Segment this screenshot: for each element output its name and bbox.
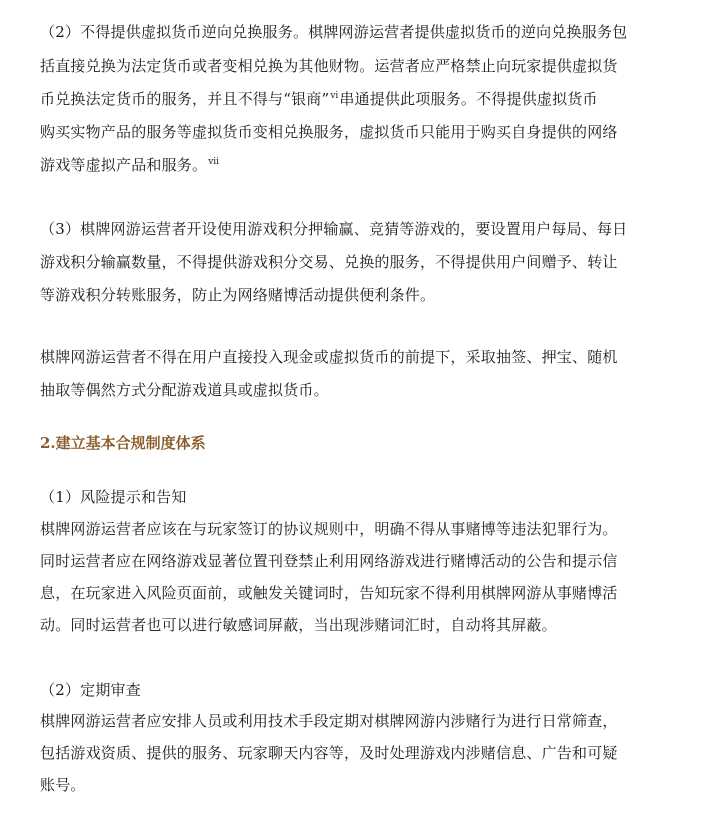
para1-line-3a: 币兑换法定货币的服务，并且不得与“银商” xyxy=(40,90,330,108)
para3-line-1: 棋牌网游运营者不得在用户直接投入现金或虚拟货币的前提下，采取抽签、押宝、随机 xyxy=(40,348,618,366)
para1-line-3 xyxy=(40,89,598,109)
para1-line-3b: 串通提供此项服务。不得提供虚拟货币 xyxy=(339,90,598,108)
para1-line-4: 购买实物产品的服务等虚拟货币变相兑换服务，虚拟货币只能用于购买自身提供的网络 xyxy=(40,123,618,141)
sub1-title: （1）风险提示和告知 xyxy=(40,488,187,506)
para1-line-5 xyxy=(40,155,220,175)
para1-line-2: 括直接兑换为法定货币或者变相兑换为其他财物。运营者应严格禁止向玩家提供虚拟货 xyxy=(40,57,618,75)
sub2-line-2: 包括游戏资质、提供的服务、玩家聊天内容等，及时处理游戏内涉赌信息、广告和可疑 xyxy=(40,744,618,762)
footnote-ref-vii[interactable]: vii xyxy=(208,157,220,167)
sub1-line-4: 动。同时运营者也可以进行敏感词屏蔽，当出现涉赌词汇时，自动将其屏蔽。 xyxy=(40,616,557,634)
sub1-line-2: 同时运营者应在网络游戏显著位置刊登禁止利用网络游戏进行赌博活动的公告和提示信 xyxy=(40,552,618,570)
sub1-line-3: 息，在玩家进入风险页面前，或触发关键词时，告知玩家不得利用棋牌网游从事赌博活 xyxy=(40,584,618,602)
section-heading: 2.建立基本合规制度体系 xyxy=(40,434,206,452)
para2-line-1: （3）棋牌网游运营者开设使用游戏积分押输赢、竞猜等游戏的，要设置用户每局、每日 xyxy=(40,220,628,238)
para2-line-3: 等游戏积分转账服务，防止为网络赌博活动提供便利条件。 xyxy=(40,286,436,304)
sub2-line-3: 账号。 xyxy=(40,776,86,794)
para1-line-1: （2）不得提供虚拟货币逆向兑换服务。棋牌网游运营者提供虚拟货币的逆向兑换服务包 xyxy=(40,23,628,41)
para3-line-2: 抽取等偶然方式分配游戏道具或虚拟货币。 xyxy=(40,381,329,399)
para2-line-2: 游戏积分输赢数量，不得提供游戏积分交易、兑换的服务，不得提供用户间赠予、转让 xyxy=(40,253,618,271)
footnote-ref-vi[interactable]: vi xyxy=(330,91,339,101)
sub1-line-1: 棋牌网游运营者应该在与玩家签订的协议规则中，明确不得从事赌博等违法犯罪行为。 xyxy=(40,520,618,538)
sub2-title: （2）定期审查 xyxy=(40,681,141,699)
para1-line-5a: 游戏等虚拟产品和服务。 xyxy=(40,156,208,174)
sub2-line-1: 棋牌网游运营者应安排人员或利用技术手段定期对棋牌网游内涉赌行为进行日常筛查， xyxy=(40,712,618,730)
